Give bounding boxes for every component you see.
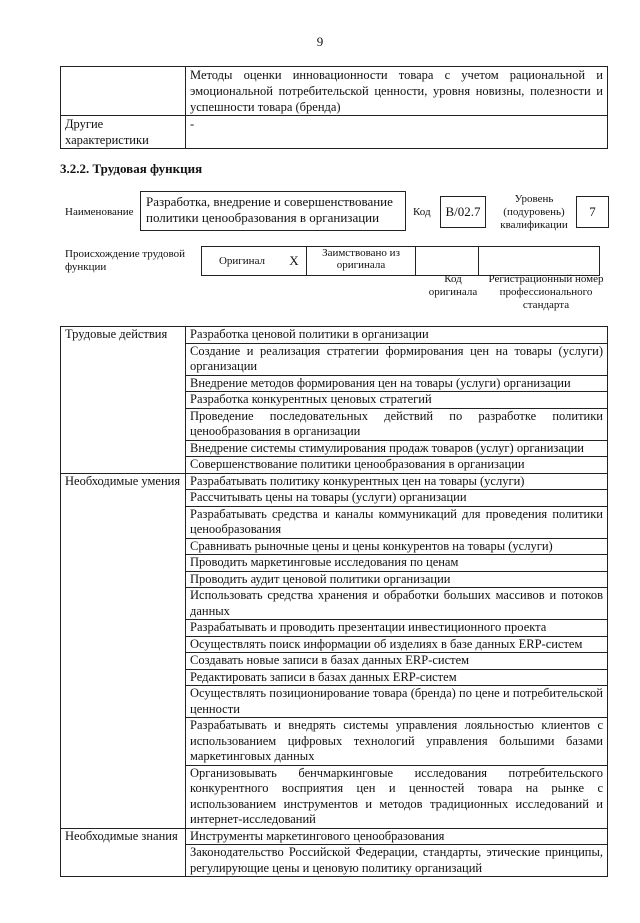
- category-label: Необходимые знания: [61, 828, 186, 877]
- table-cell: Проведение последовательных действий по разработке политики ценообразования в организации: [186, 408, 608, 440]
- code-value-box: B/02.7: [440, 196, 486, 228]
- table-row: [61, 828, 608, 845]
- level-value-box: 7: [576, 196, 609, 228]
- table-cell: Внедрение методов формирования цен на товары (услуги) организации: [186, 375, 608, 392]
- main-table: [60, 326, 608, 877]
- table-cell: Редактировать записи в базах данных ERP-систем: [186, 669, 608, 686]
- table-cell: Разрабатывать средства и каналы коммуникаций для проведения политики ценообразования: [186, 506, 608, 538]
- section-title: 3.2.2. Трудовая функция: [60, 161, 203, 176]
- reg-number-caption: Регистрационный номер профессионального стандарта: [488, 273, 604, 311]
- page-number: 9: [316, 34, 324, 49]
- table-cell: Разрабатывать политику конкурентных цен на товары (услуги): [186, 473, 608, 490]
- table-cell: Инструменты маркетингового ценообразования: [186, 828, 608, 845]
- top-table-methods-cell: Методы оценки инновационности товара с учетом рациональной и эмоциональной потребительской ценности, уровня новизны, полезности и успешности товара (бренда): [186, 67, 608, 116]
- table-cell: Разрабатывать и внедрять системы управления лояльностью клиентов с использованием цифровых технологий управления большими базами маркетинговых данных: [186, 718, 608, 766]
- name-label: Наименование: [65, 206, 134, 218]
- code-original-caption: Код оригинала: [428, 273, 478, 298]
- table-cell: Разрабатывать и проводить презентации инвестиционного проекта: [186, 620, 608, 637]
- top-table-label-cell: Другие характеристики: [61, 116, 186, 149]
- origin-code-cell: [416, 247, 479, 276]
- table-row: [61, 473, 608, 490]
- code-label: Код: [413, 206, 431, 218]
- origin-table: [201, 246, 600, 276]
- table-cell: Организовывать бенчмаркинговые исследования потребительского конкурентного восприятия цен и ценностей товара на рынке с использованием инструментов и методов традиционных исследований и интернет-исследований: [186, 765, 608, 828]
- table-cell: Осуществлять позиционирование товара (бренда) по цене и потребительской ценности: [186, 686, 608, 718]
- top-table: [60, 66, 608, 149]
- table-cell: Сравнивать рыночные цены и цены конкурентов на товары (услуги): [186, 538, 608, 555]
- table-cell: Внедрение системы стимулирования продаж товаров (услуг) организации: [186, 440, 608, 457]
- table-cell: Рассчитывать цены на товары (услуги) организации: [186, 490, 608, 507]
- top-table-value-cell: -: [186, 116, 608, 149]
- table-row: [61, 327, 608, 344]
- original-cell: Оригинал: [202, 247, 283, 276]
- table-cell: Создание и реализация стратегии формирования цен на товары (услуги) организации: [186, 343, 608, 375]
- table-cell: Законодательство Российской Федерации, стандарты, этические принципы, регулирующие цены и ценовую политику организаций: [186, 845, 608, 877]
- table-cell: Разработка конкурентных ценовых стратегий: [186, 392, 608, 409]
- borrowed-cell: Заимствовано из оригинала: [307, 247, 416, 276]
- origin-label: Происхождение трудовой функции: [65, 248, 186, 273]
- category-label: Необходимые умения: [61, 473, 186, 828]
- origin-reg-cell: [479, 247, 600, 276]
- original-mark: X: [282, 247, 307, 276]
- table-cell: Создавать новые записи в базах данных ERP-систем: [186, 653, 608, 670]
- table-cell: Осуществлять поиск информации об изделиях в базе данных ERP-систем: [186, 636, 608, 653]
- table-cell: Разработка ценовой политики в организации: [186, 327, 608, 344]
- table-cell: Проводить аудит ценовой политики организации: [186, 571, 608, 588]
- level-label: Уровень (подуровень) квалификации: [500, 193, 568, 231]
- table-cell: Совершенствование политики ценообразования в организации: [186, 457, 608, 474]
- category-label: Трудовые действия: [61, 327, 186, 474]
- table-cell: Проводить маркетинговые исследования по ценам: [186, 555, 608, 572]
- table-cell: Использовать средства хранения и обработки больших массивов и потоков данных: [186, 588, 608, 620]
- function-name-box: Разработка, внедрение и совершенствование политики ценообразования в организации: [140, 191, 406, 231]
